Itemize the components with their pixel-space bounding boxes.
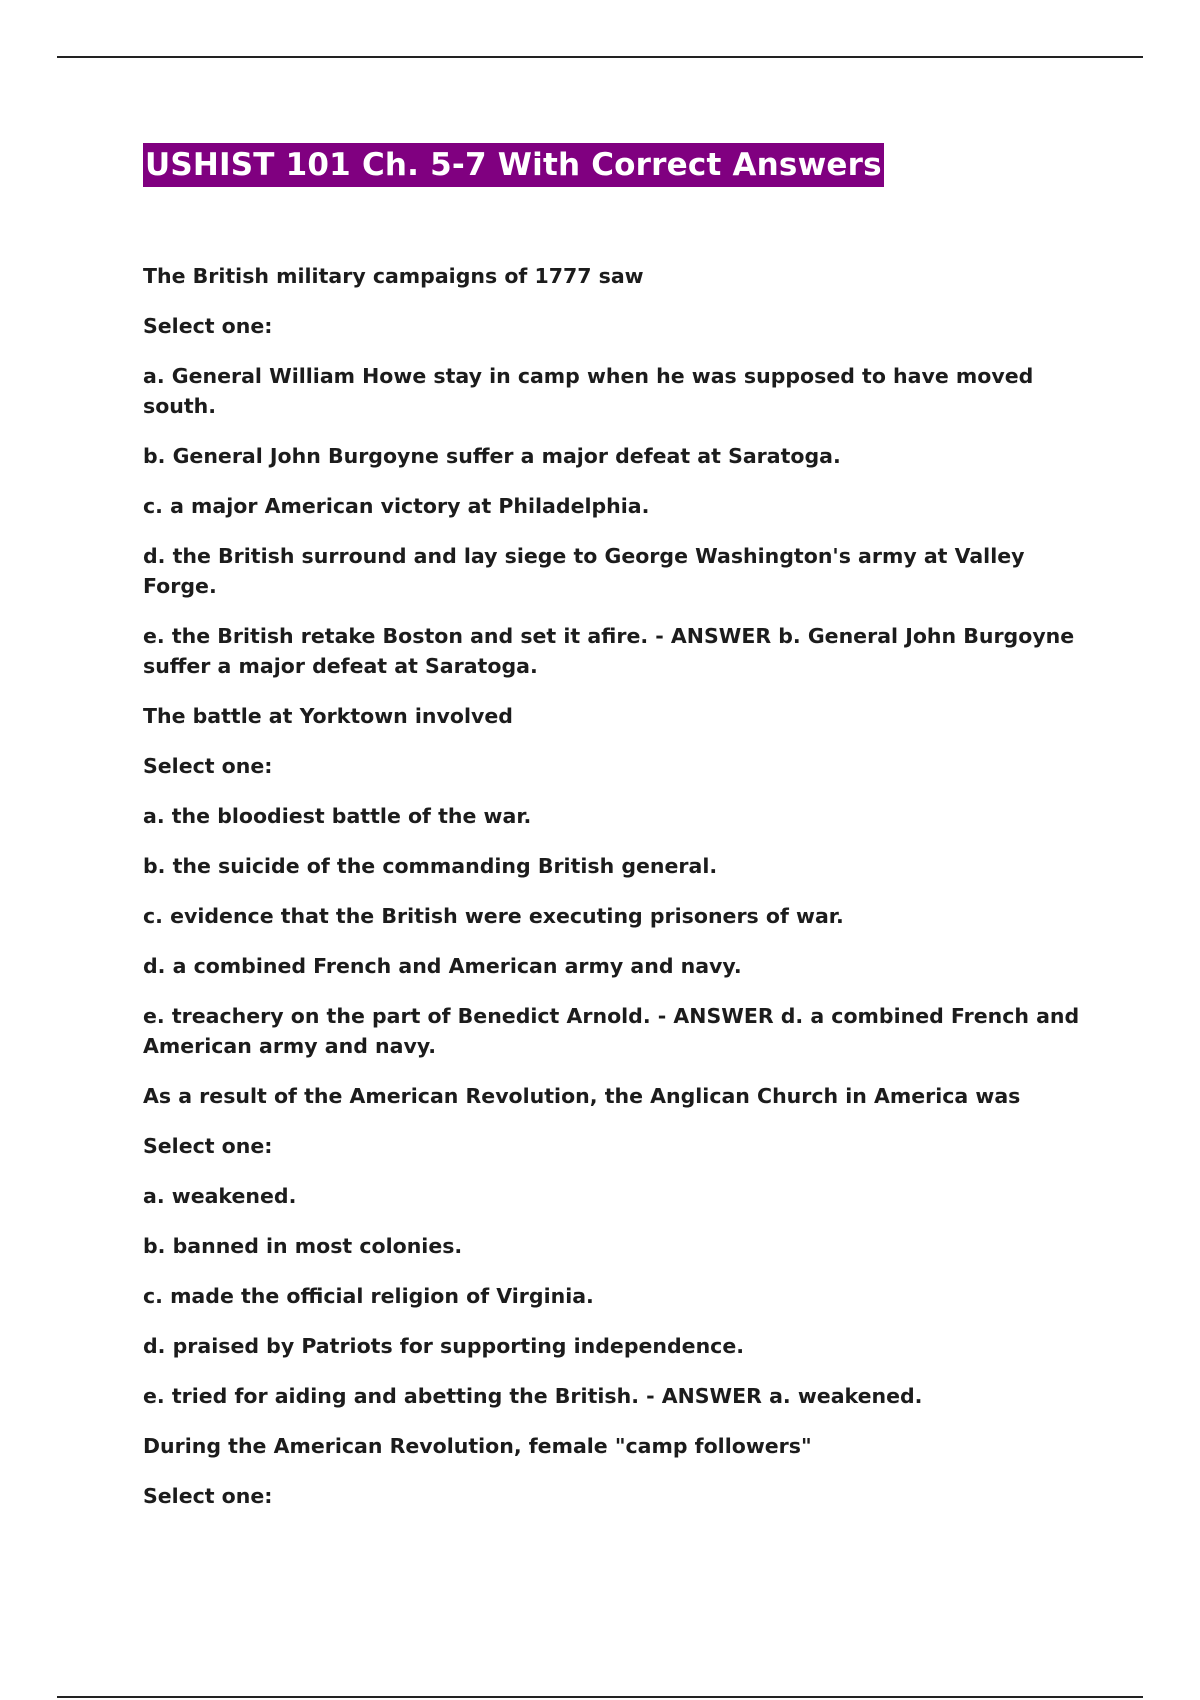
question-prompt: During the American Revolution, female "camp followers" xyxy=(143,1434,812,1458)
document-body xyxy=(143,143,1083,1531)
answer-option: a. General William Howe stay in camp when he was supposed to have moved south. xyxy=(143,364,1034,418)
answer-option: b. the suicide of the commanding British general. xyxy=(143,854,718,878)
header-rule xyxy=(57,56,1143,58)
answer-option: c. made the official religion of Virginia. xyxy=(143,1284,594,1308)
question-prompt: The battle at Yorktown involved xyxy=(143,704,513,728)
question-3 xyxy=(143,1081,1083,1411)
select-one-label: Select one: xyxy=(143,314,273,338)
answer-option: b. General John Burgoyne suffer a major defeat at Saratoga. xyxy=(143,444,841,468)
document-title: USHIST 101 Ch. 5-7 With Correct Answers xyxy=(143,143,884,187)
footer-rule xyxy=(57,1696,1143,1698)
question-prompt: The British military campaigns of 1777 saw xyxy=(143,264,644,288)
answer-option: c. a major American victory at Philadelphia. xyxy=(143,494,650,518)
answer-option-with-key: e. tried for aiding and abetting the British. - ANSWER a. weakened. xyxy=(143,1384,923,1408)
answer-option: b. banned in most colonies. xyxy=(143,1234,463,1258)
answer-option: a. the bloodiest battle of the war. xyxy=(143,804,532,828)
question-4 xyxy=(143,1431,1083,1511)
question-1 xyxy=(143,261,1083,681)
answer-option-with-key: e. treachery on the part of Benedict Arnold. - ANSWER d. a combined French and American army and navy. xyxy=(143,1004,1080,1058)
select-one-label: Select one: xyxy=(143,1134,273,1158)
select-one-label: Select one: xyxy=(143,754,273,778)
select-one-label: Select one: xyxy=(143,1484,273,1508)
question-list xyxy=(143,261,1083,1511)
answer-option: c. evidence that the British were executing prisoners of war. xyxy=(143,904,844,928)
answer-option: a. weakened. xyxy=(143,1184,297,1208)
answer-option: d. the British surround and lay siege to George Washington's army at Valley Forge. xyxy=(143,544,1025,598)
answer-option-with-key: e. the British retake Boston and set it afire. - ANSWER b. General John Burgoyne suffer a major defeat at Saratoga. xyxy=(143,624,1075,678)
question-prompt: As a result of the American Revolution, the Anglican Church in America was xyxy=(143,1084,1021,1108)
answer-option: d. a combined French and American army and navy. xyxy=(143,954,742,978)
question-2 xyxy=(143,701,1083,1061)
answer-option: d. praised by Patriots for supporting independence. xyxy=(143,1334,745,1358)
